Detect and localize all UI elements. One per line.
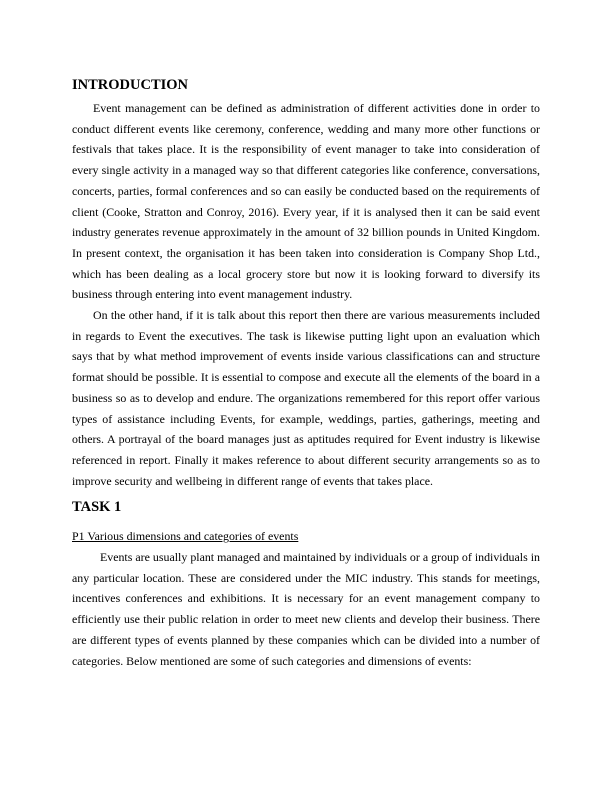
introduction-heading: INTRODUCTION bbox=[72, 77, 189, 93]
task1-subheading: P1 Various dimensions and categories of events bbox=[72, 529, 299, 543]
task1-heading: TASK 1 bbox=[72, 499, 122, 515]
introduction-paragraph-2: On the other hand, if it is talk about this report then there are various measurements included in regards to Event the executives. The task is likewise putting light upon an evaluation which says that by what method improvement of events inside various classifications can and structure format should be possible. It is essential to compose and execute all the elements of the board in a business so as to develop and endure. The organizations remembered for this report offer various types of assistance including Events, for example, weddings, parties, gatherings, meeting and others. A portrayal of the board manages just as aptitudes required for Event industry is likewise referenced in report. Finally it makes reference to about different security arrangements so as to improve security and wellbeing in different range of events that takes place. bbox=[72, 308, 540, 488]
task1-paragraph-1: Events are usually plant managed and maintained by individuals or a group of individuals in any particular location. These are considered under the MIC industry. This stands for meetings, incentives conferences and exhibitions. It is necessary for an event management company to efficiently use their public relation in order to meet new clients and develop their business. There are different types of events planned by these companies which can be divided into a number of categories. Below mentioned are some of such categories and dimensions of events: bbox=[72, 550, 540, 668]
introduction-paragraph-1: Event management can be defined as administration of different activities done in order to conduct different events like ceremony, conference, wedding and many more other functions or festivals that takes place. It is the responsibility of event manager to take into consideration of every single activity in a managed way so that different categories like conference, conversations, concerts, parties, formal conferences and so can easily be conducted based on the requirements of client (Cooke, Stratton and Conroy, 2016). Every year, if it is analysed then it can be said event industry generates revenue approximately in the amount of 32 billion pounds in United Kingdom. In present context, the organisation it has been taken into consideration is Company Shop Ltd., which has been dealing as a local grocery store but now it is looking forward to diversify its business through entering into event management industry. bbox=[72, 101, 540, 302]
